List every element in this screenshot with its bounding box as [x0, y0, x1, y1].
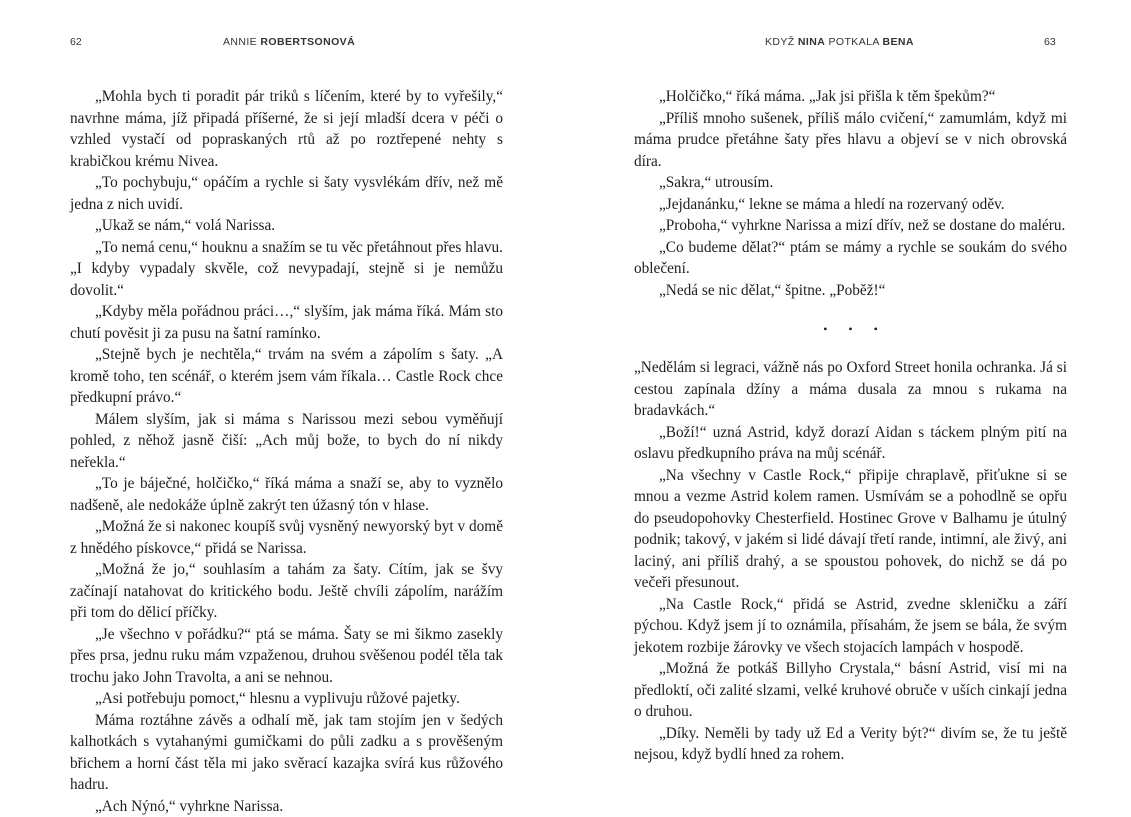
page-number: 63 [1044, 36, 1056, 48]
author-first-name: ANNIE [223, 36, 260, 48]
left-page [0, 0, 565, 800]
paragraph: „Díky. Neměli by tady už Ed a Verity být?“ divím se, že tu ještě nejsou, když bydlí hned za rohem. [634, 723, 1067, 766]
paragraph: „Možná že si nakonec koupíš svůj vysněný newyorský byt v domě z hnědého pískovce,“ přidá se Narissa. [70, 516, 503, 559]
paragraph: „Příliš mnoho sušenek, příliš málo cvičení,“ zamumlám, když mi máma prudce přetáhne šaty přes hlavu a objeví se v nich obrovská díra. [634, 108, 1067, 173]
section-break: • • • [634, 301, 1067, 357]
paragraph: „Ach Nýnó,“ vyhrkne Narissa. [70, 796, 503, 817]
paragraph: „To pochybuju,“ opáčím a rychle si šaty vysvlékám dřív, než mě jedna z nich uvidí. [70, 172, 503, 215]
title-name-bena: BENA [882, 36, 913, 48]
paragraph: „Nedá se nic dělat,“ špitne. „Poběž!“ [634, 280, 1067, 302]
paragraph: „Možná že potkáš Billyho Crystala,“ básní Astrid, visí mi na předloktí, oči zalité slzami, velké kruhové obruče v uších cinkají jedna o druhou. [634, 658, 1067, 723]
paragraph: „Na Castle Rock,“ přidá se Astrid, zvedne skleničku a září pýchou. Když jsem jí to oznámila, přísahám, že jsem se bála, že svým jekotem rozbije žárovky ve všech stojacích lampách v hospodě. [634, 594, 1067, 659]
paragraph: „Holčičko,“ říká máma. „Jak jsi přišla k těm špekům?“ [634, 86, 1067, 108]
paragraph: „Ukaž se nám,“ volá Narissa. [70, 215, 503, 237]
paragraph: „Je všechno v pořádku?“ ptá se máma. Šaty se mi šikmo zasekly přes prsa, jednu ruku mám vzpaženou, druhou svěšenou podél těla tak trochu jako John Travolta, a ani se nehnou. [70, 624, 503, 689]
running-header-title [765, 36, 914, 48]
body-text [70, 86, 503, 817]
page-number: 62 [70, 36, 82, 48]
title-word: KDYŽ [765, 36, 798, 48]
title-word: POTKALA [825, 36, 882, 48]
paragraph: „Možná že jo,“ souhlasím a tahám za šaty. Cítím, jak se švy začínají natahovat do kritického bodu. Ještě chvíli zápolím, narážím při tom do dělicí příčky. [70, 559, 503, 624]
running-header-author [223, 36, 355, 48]
paragraph: „To nemá cenu,“ houknu a snažím se tu věc přetáhnout přes hlavu. „I kdyby vypadaly skvěle, což nevypadají, stejně si je nemůžu dovolit.“ [70, 237, 503, 302]
paragraph: Máma roztáhne závěs a odhalí mě, jak tam stojím jen v šedých kalhotkách s vytahanými gumičkami do půli zadku a s prověšeným břichem a horní část těla mi jako svěrací kazajka svírá kus růžového hadru. [70, 710, 503, 796]
title-name-nina: NINA [798, 36, 825, 48]
paragraph: „Na všechny v Castle Rock,“ připije chraplavě, přiťukne si se mnou a vezme Astrid kolem ramen. Usmívám se a pohodlně se opřu do pseudopohovky Chesterfield. Hostinec Grove v Balhamu je útulný podnik; takový, v jakém si lidé dávají třetí rande, intimní, ale živý, ani laciný, ani příliš drahý, a se spoustou pohovek, do nichž se dá po večeři přesunout. [634, 465, 1067, 594]
paragraph: „Asi potřebuju pomoct,“ hlesnu a vyplivuju růžové pajetky. [70, 688, 503, 710]
paragraph: „Mohla bych ti poradit pár triků s líčením, které by to vyřešily,“ navrhne máma, jíž připadá příšerné, že si její mladší dcera v péči o vzhled vystačí od popraskaných rtů až po roztřepené nehty s krabičkou krému Nivea. [70, 86, 503, 172]
paragraph: „Proboha,“ vyhrkne Narissa a mizí dřív, než se dostane do maléru. [634, 215, 1067, 237]
paragraph: „Kdyby měla pořádnou práci…,“ slyším, jak máma říká. Mám sto chutí pověsit ji za pusu na šatní ramínko. [70, 301, 503, 344]
paragraph: „Boží!“ uzná Astrid, když dorazí Aidan s táckem plným pití na oslavu předkupního práva na můj scénář. [634, 422, 1067, 465]
paragraph: Málem slyším, jak si máma s Narissou mezi sebou vyměňují pohled, z něhož jasně čiší: „Ach můj bože, to bych do ní nikdy neřekla.“ [70, 409, 503, 474]
paragraph: „Nedělám si legraci, vážně nás po Oxford Street honila ochranka. Já si cestou zapínala džíny a máma dusala za mnou s rukama na bradavkách.“ [634, 357, 1067, 422]
right-page [566, 0, 1131, 800]
paragraph: „Sakra,“ utrousím. [634, 172, 1067, 194]
paragraph: „To je báječné, holčičko,“ říká máma a snaží se, aby to vyznělo nadšeně, ale nedokáže úplně zakrýt ten úžasný tón v hlase. [70, 473, 503, 516]
body-text [634, 86, 1067, 766]
author-last-name: ROBERTSONOVÁ [260, 36, 355, 48]
paragraph: „Stejně bych je nechtěla,“ trvám na svém a zápolím s šaty. „A kromě toho, ten scénář, o kterém jsem vám říkala… Castle Rock chce předkupní právo.“ [70, 344, 503, 409]
paragraph: „Co budeme dělat?“ ptám se mámy a rychle se soukám do svého oblečení. [634, 237, 1067, 280]
paragraph: „Jejdanánku,“ lekne se máma a hledí na rozervaný oděv. [634, 194, 1067, 216]
